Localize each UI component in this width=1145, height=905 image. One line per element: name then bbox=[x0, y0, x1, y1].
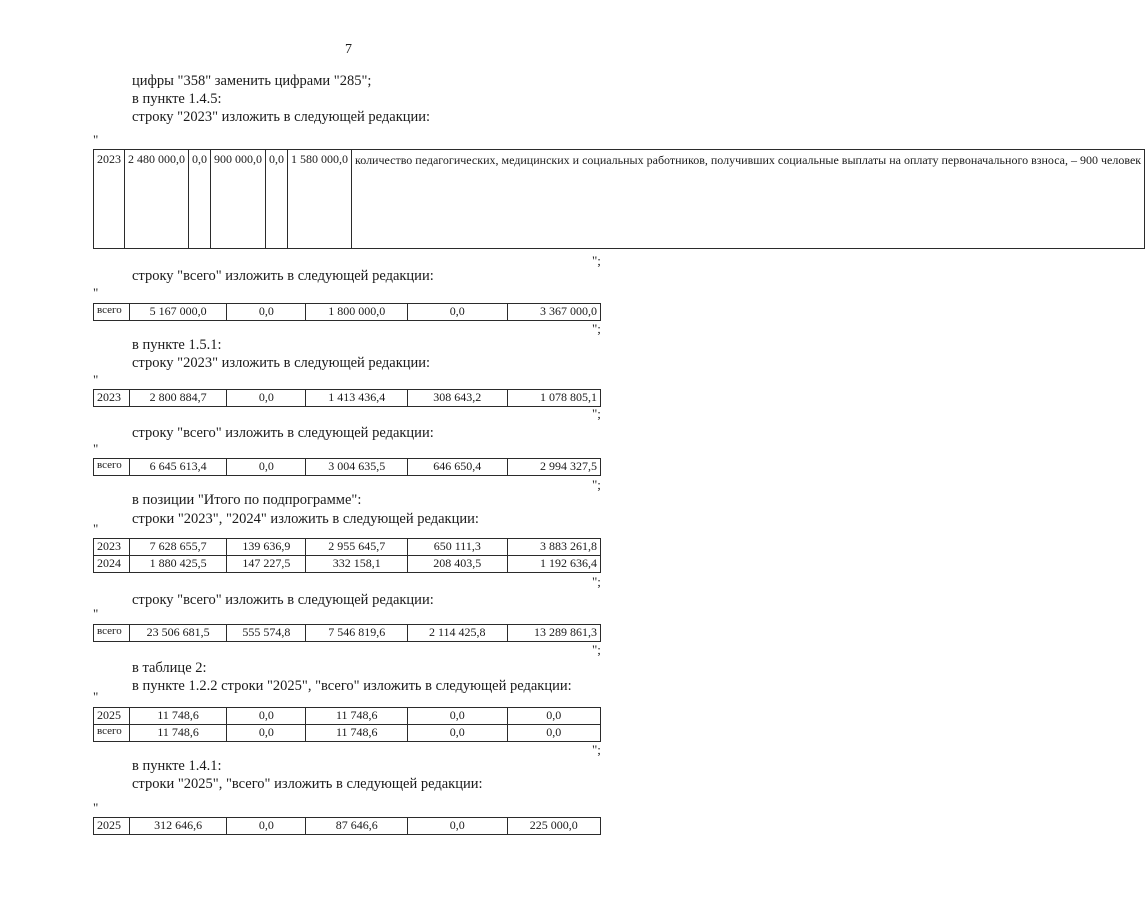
table-cell-year: 2023 bbox=[94, 390, 130, 407]
table-cell: 1 800 000,0 bbox=[306, 304, 408, 321]
text-line: в пункте 1.2.2 строки "2025", "всего" изложить в следующей редакции: bbox=[132, 678, 572, 694]
table-cell: 11 748,6 bbox=[306, 708, 408, 725]
table-cell: 1 192 636,4 bbox=[507, 556, 600, 573]
open-quote: " bbox=[93, 132, 99, 147]
table-cell: 208 403,5 bbox=[408, 556, 508, 573]
table-row-total bbox=[93, 624, 601, 642]
open-quote: " bbox=[93, 521, 99, 536]
table-cell: 147 227,5 bbox=[227, 556, 306, 573]
text-line: строку "всего" изложить в следующей редакции: bbox=[132, 592, 434, 608]
text-line: в пункте 1.4.5: bbox=[132, 91, 222, 107]
open-quote: " bbox=[93, 689, 99, 704]
table-cell-description: количество педагогических, медицинских и социальных работников, получивших социальные выплаты на оплату первоначального взноса, – 900 человек bbox=[352, 150, 1145, 249]
table-cell: 646 650,4 bbox=[408, 459, 508, 476]
table-row-total bbox=[93, 458, 601, 476]
table-cell: 650 111,3 bbox=[408, 539, 508, 556]
table-cell-year: 2023 bbox=[94, 150, 125, 249]
text-line: в позиции "Итого по подпрограмме": bbox=[132, 492, 362, 508]
table-row-2023 bbox=[93, 389, 601, 407]
table-row bbox=[94, 539, 601, 556]
open-quote: " bbox=[93, 372, 99, 387]
table-cell: 1 580 000,0 bbox=[288, 150, 352, 249]
text-line: в пункте 1.5.1: bbox=[132, 337, 222, 353]
table-cell: 6 645 613,4 bbox=[129, 459, 227, 476]
table-cell: 23 506 681,5 bbox=[129, 625, 227, 642]
table-cell: 0,0 bbox=[408, 304, 508, 321]
table-cell: 5 167 000,0 bbox=[129, 304, 227, 321]
table-cell: 0,0 bbox=[266, 150, 288, 249]
text-line: строку "2023" изложить в следующей редакции: bbox=[132, 109, 431, 125]
table-cell: 13 289 861,3 bbox=[507, 625, 600, 642]
table-cell: 308 643,2 bbox=[408, 390, 508, 407]
table-row bbox=[94, 390, 601, 407]
text-line: в таблице 2: bbox=[132, 660, 207, 676]
close-quote: "; bbox=[592, 642, 601, 657]
table-cell: 0,0 bbox=[227, 818, 306, 835]
table-cell-year: 2023 bbox=[94, 539, 130, 556]
table-cell: 0,0 bbox=[507, 725, 600, 742]
open-quote: " bbox=[93, 285, 99, 300]
table-cell: 11 748,6 bbox=[306, 725, 408, 742]
close-quote: "; bbox=[592, 321, 601, 336]
table-cell: 3 883 261,8 bbox=[507, 539, 600, 556]
table-cell: 1 413 436,4 bbox=[306, 390, 408, 407]
table-cell: 7 546 819,6 bbox=[306, 625, 408, 642]
text-line: строку "всего" изложить в следующей редакции: bbox=[132, 425, 434, 441]
table-cell: 0,0 bbox=[227, 304, 306, 321]
table-row-2023-desc bbox=[93, 149, 1145, 249]
table-cell: 11 748,6 bbox=[129, 708, 227, 725]
table-cell-year: 2025 bbox=[94, 708, 130, 725]
table-cell-label: всего bbox=[94, 725, 130, 742]
text-line: строки "2025", "всего" изложить в следующей редакции: bbox=[132, 776, 483, 792]
close-quote: "; bbox=[592, 253, 601, 268]
close-quote: "; bbox=[592, 574, 601, 589]
text-line: строки "2023", "2024" изложить в следующей редакции: bbox=[132, 511, 479, 527]
text-line: строку "всего" изложить в следующей редакции: bbox=[132, 268, 434, 284]
table-cell: 0,0 bbox=[227, 390, 306, 407]
table-cell: 0,0 bbox=[408, 708, 508, 725]
table-cell-label: всего bbox=[94, 459, 130, 476]
close-quote: "; bbox=[592, 742, 601, 757]
table-cell: 0,0 bbox=[189, 150, 211, 249]
close-quote: "; bbox=[592, 477, 601, 492]
table-cell: 225 000,0 bbox=[507, 818, 600, 835]
table-row bbox=[94, 818, 601, 835]
table-cell: 2 480 000,0 bbox=[125, 150, 189, 249]
table-row bbox=[94, 625, 601, 642]
table-cell: 332 158,1 bbox=[306, 556, 408, 573]
table-cell: 0,0 bbox=[507, 708, 600, 725]
table-cell: 555 574,8 bbox=[227, 625, 306, 642]
table-cell: 312 646,6 bbox=[129, 818, 227, 835]
table-row bbox=[94, 556, 601, 573]
text-line: строку "2023" изложить в следующей редакции: bbox=[132, 355, 431, 371]
table-cell-year: 2025 bbox=[94, 818, 130, 835]
table-cell: 0,0 bbox=[227, 708, 306, 725]
text-line: цифры "358" заменить цифрами "285"; bbox=[132, 73, 372, 89]
table-row bbox=[94, 725, 601, 742]
table-rows-2023-2024 bbox=[93, 538, 601, 573]
table-cell: 2 994 327,5 bbox=[507, 459, 600, 476]
table-cell: 2 114 425,8 bbox=[408, 625, 508, 642]
table-cell: 1 078 805,1 bbox=[507, 390, 600, 407]
table-cell: 3 367 000,0 bbox=[507, 304, 600, 321]
table-cell-label: всего bbox=[94, 304, 130, 321]
page-number: 7 bbox=[345, 42, 352, 57]
table-cell: 3 004 635,5 bbox=[306, 459, 408, 476]
table-cell: 7 628 655,7 bbox=[129, 539, 227, 556]
table-cell: 0,0 bbox=[408, 818, 508, 835]
table-cell: 2 955 645,7 bbox=[306, 539, 408, 556]
text-line: в пункте 1.4.1: bbox=[132, 758, 222, 774]
table-rows-2025-total bbox=[93, 707, 601, 742]
table-cell-label: всего bbox=[94, 625, 130, 642]
open-quote: " bbox=[93, 606, 99, 621]
table-cell: 0,0 bbox=[408, 725, 508, 742]
table-row bbox=[94, 708, 601, 725]
table-row bbox=[94, 304, 601, 321]
table-row-total bbox=[93, 303, 601, 321]
table-cell: 900 000,0 bbox=[211, 150, 266, 249]
table-cell: 0,0 bbox=[227, 725, 306, 742]
table-cell: 2 800 884,7 bbox=[129, 390, 227, 407]
table-cell: 11 748,6 bbox=[129, 725, 227, 742]
table-row bbox=[94, 150, 1145, 249]
table-row-2025 bbox=[93, 817, 601, 835]
open-quote: " bbox=[93, 441, 99, 456]
open-quote: " bbox=[93, 800, 99, 815]
table-row bbox=[94, 459, 601, 476]
table-cell: 0,0 bbox=[227, 459, 306, 476]
table-cell: 87 646,6 bbox=[306, 818, 408, 835]
close-quote: "; bbox=[592, 406, 601, 421]
table-cell: 139 636,9 bbox=[227, 539, 306, 556]
table-cell-year: 2024 bbox=[94, 556, 130, 573]
table-cell: 1 880 425,5 bbox=[129, 556, 227, 573]
